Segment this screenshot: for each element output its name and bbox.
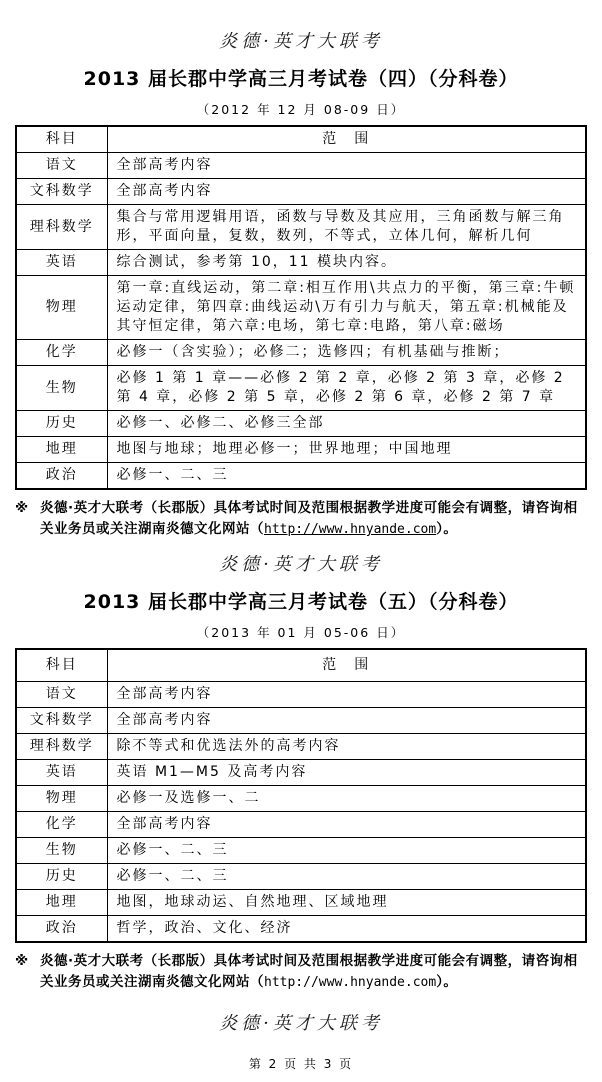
table-row [16, 838, 586, 864]
scope-cell: 必修一、必修二、必修三全部 [107, 411, 586, 437]
subject-cell: 文科数学 [16, 179, 107, 205]
scope-cell: 地图与地球；地理必修一；世界地理；中国地理 [107, 437, 586, 463]
table-row [16, 205, 586, 250]
scope-cell: 必修 1 第 1 章——必修 2 第 2 章，必修 2 第 3 章，必修 2 第 4 章，必修 2 第 5 章，必修 2 第 6 章，必修 2 第 7 章 [107, 366, 586, 411]
exam-section-4 [15, 0, 587, 540]
scope-cell: 全部高考内容 [107, 708, 586, 734]
table-row [16, 437, 586, 463]
scope-cell: 第一章:直线运动，第二章:相互作用\共点力的平衡，第三章:牛顿运动定律，第四章:曲线运动\万有引力与航天，第五章:机械能及其守恒定律，第六章:电场，第七章:电路，第八章:磁场 [107, 276, 586, 340]
website-link[interactable]: http://www.hnyande.com [264, 522, 437, 537]
table-header-row [16, 649, 586, 682]
subject-cell: 物理 [16, 276, 107, 340]
table-row [16, 682, 586, 708]
exam-scope-table [15, 125, 587, 490]
table-row [16, 864, 586, 890]
note-text-after-url: ）。 [436, 974, 458, 990]
scope-cell: 英语 M1—M5 及高考内容 [107, 760, 586, 786]
scope-cell: 全部高考内容 [107, 812, 586, 838]
note-text-before-url: 炎德·英才大联考（长郡版）具体考试时间及范围根据教学进度可能会有调整，请咨询相关业务员或关注湖南炎德文化网站（ [40, 953, 578, 990]
subject-cell: 生物 [16, 366, 107, 411]
scope-cell: 除不等式和优选法外的高考内容 [107, 734, 586, 760]
subject-cell: 语文 [16, 682, 107, 708]
subject-cell: 化学 [16, 812, 107, 838]
scope-cell: 地图，地球动运、自然地理、区域地理 [107, 890, 586, 916]
exam-scope-table [15, 648, 587, 943]
table-header-subject: 科目 [16, 126, 107, 153]
table-header-subject: 科目 [16, 649, 107, 682]
subject-cell: 化学 [16, 340, 107, 366]
table-header-scope: 范 围 [107, 126, 586, 153]
adjustment-note [15, 498, 587, 540]
subject-cell: 物理 [16, 786, 107, 812]
brand-text: 炎德·英才大联考 [219, 31, 383, 52]
subject-cell: 理科数学 [16, 734, 107, 760]
scope-cell: 必修一、二、三 [107, 864, 586, 890]
table-row [16, 812, 586, 838]
table-row [16, 276, 586, 340]
subject-cell: 英语 [16, 760, 107, 786]
scope-cell: 必修一、二、三 [107, 838, 586, 864]
subject-cell: 理科数学 [16, 205, 107, 250]
scope-cell: 哲学，政治、文化、经济 [107, 916, 586, 943]
table-row [16, 366, 586, 411]
table-row [16, 463, 586, 490]
table-row [16, 708, 586, 734]
subject-cell: 地理 [16, 437, 107, 463]
scope-cell: 集合与常用逻辑用语，函数与导数及其应用，三角函数与解三角形，平面向量，复数，数列，不等式，立体几何，解析几何 [107, 205, 586, 250]
subject-cell: 语文 [16, 153, 107, 179]
adjustment-note [15, 951, 587, 993]
website-url: http://www.hnyande.com [264, 975, 437, 990]
table-row [16, 250, 586, 276]
subject-cell: 地理 [16, 890, 107, 916]
table-row [16, 890, 586, 916]
brand-text: 炎德·英才大联考 [219, 554, 383, 575]
page-number: 第 2 页 共 3 页 [248, 1057, 354, 1071]
subject-cell: 历史 [16, 864, 107, 890]
table-row [16, 786, 586, 812]
subject-cell: 英语 [16, 250, 107, 276]
subject-cell: 文科数学 [16, 708, 107, 734]
scope-cell: 全部高考内容 [107, 153, 586, 179]
exam-date: （2013 年 01 月 05-06 日） [196, 625, 406, 640]
subject-cell: 政治 [16, 916, 107, 943]
table-row [16, 411, 586, 437]
scope-cell: 综合测试，参考第 10，11 模块内容。 [107, 250, 586, 276]
note-text [40, 951, 587, 993]
note-marker: ※ [15, 500, 29, 516]
scope-cell: 全部高考内容 [107, 179, 586, 205]
scope-cell: 必修一、二、三 [107, 463, 586, 490]
subject-cell: 政治 [16, 463, 107, 490]
scope-cell: 必修一及选修一、二 [107, 786, 586, 812]
table-row [16, 179, 586, 205]
note-text [40, 498, 587, 540]
scope-cell: 必修一（含实验）；必修二；选修四；有机基础与推断； [107, 340, 586, 366]
scope-cell: 全部高考内容 [107, 682, 586, 708]
subject-cell: 生物 [16, 838, 107, 864]
table-row [16, 760, 586, 786]
table-row [16, 153, 586, 179]
table-row [16, 340, 586, 366]
page-title: 2013 届长郡中学高三月考试卷（五）（分科卷） [83, 591, 519, 613]
note-text-before-url: 炎德·英才大联考（长郡版）具体考试时间及范围根据教学进度可能会有调整，请咨询相关业务员或关注湖南炎德文化网站（ [40, 500, 578, 537]
note-text-after-url: ）。 [436, 521, 458, 537]
exam-section-5 [15, 550, 587, 993]
table-row [16, 916, 586, 943]
note-marker: ※ [15, 953, 29, 969]
page-title: 2013 届长郡中学高三月考试卷（四）（分科卷） [83, 68, 519, 90]
subject-cell: 历史 [16, 411, 107, 437]
exam-date: （2012 年 12 月 08-09 日） [196, 102, 406, 117]
brand-text: 炎德·英才大联考 [219, 1013, 383, 1034]
table-row [16, 734, 586, 760]
table-header-row [16, 126, 586, 153]
table-header-scope: 范 围 [107, 649, 586, 682]
